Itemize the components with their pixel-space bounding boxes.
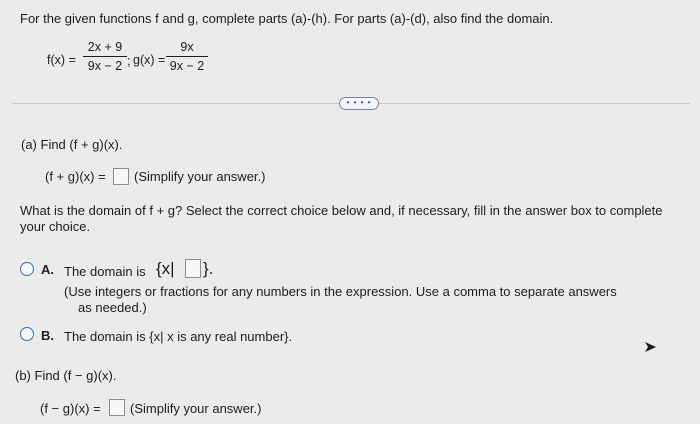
f-label: f(x) =	[47, 53, 76, 67]
g-denominator: 9x − 2	[169, 59, 205, 73]
domain-question-line-1: What is the domain of f + g? Select the correct choice below and, if necessary, fill in the answer box to complete	[20, 203, 663, 218]
part-a-heading: (a) Find (f + g)(x).	[21, 137, 123, 152]
f-denominator: 9x − 2	[87, 59, 123, 73]
instruction-text: For the given functions f and g, complete parts (a)-(h). For parts (a)-(d), also find the domain.	[20, 11, 554, 26]
g-numerator: 9x	[180, 40, 194, 54]
option-a-set-open: {x|	[156, 259, 175, 278]
option-a-note-line-1: (Use integers or fractions for any numbers in the expression. Use a comma to separate answers	[64, 284, 617, 299]
domain-question-line-2: your choice.	[20, 219, 91, 234]
option-b-radio[interactable]	[20, 327, 34, 341]
part-a-answer-hint: (Simplify your answer.)	[134, 169, 266, 184]
part-a-answer-prefix: (f + g)(x) =	[45, 169, 106, 184]
part-b-answer-box[interactable]	[109, 399, 125, 416]
more-content-button[interactable]: • • • •	[339, 97, 379, 110]
option-a-note-line-2: as needed.)	[78, 300, 147, 315]
option-a-answer-box[interactable]	[185, 259, 201, 278]
g-label: g(x) =	[133, 53, 166, 67]
part-b-answer-prefix: (f − g)(x) =	[40, 401, 101, 416]
g-fraction	[166, 40, 208, 73]
f-numerator: 2x + 9	[87, 40, 123, 54]
part-b-answer-hint: (Simplify your answer.)	[130, 401, 262, 416]
g-fraction-bar	[166, 56, 208, 57]
mouse-cursor-icon	[643, 340, 657, 354]
f-fraction	[83, 40, 127, 73]
part-b-heading: (b) Find (f − g)(x).	[15, 368, 117, 383]
option-a-set-close: }.	[203, 259, 214, 278]
function-separator: ;	[127, 53, 131, 68]
part-a-answer-box[interactable]	[113, 168, 129, 185]
option-a-text: The domain is	[64, 264, 146, 279]
option-b-letter: B.	[41, 328, 54, 343]
f-fraction-bar	[83, 56, 127, 57]
option-a-letter: A.	[41, 262, 54, 277]
option-a-radio[interactable]	[20, 262, 34, 276]
option-b-text: The domain is {x| x is any real number}.	[64, 329, 293, 344]
